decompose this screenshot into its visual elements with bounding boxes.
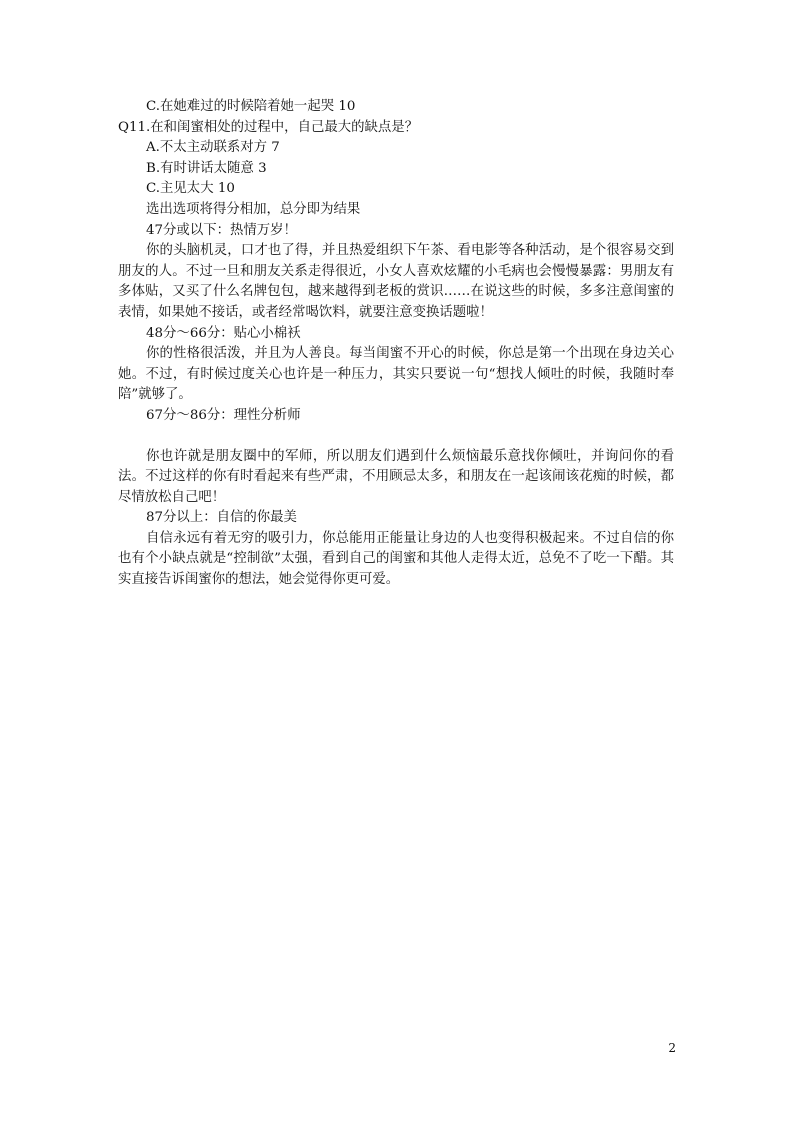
spacer bbox=[118, 427, 674, 447]
q11-option-c: C.主见太大 10 bbox=[146, 181, 235, 197]
q11-option-a: A.不太主动联系对方 7 bbox=[146, 140, 280, 156]
q11-question: Q11.在和闺蜜相处的过程中，自己最大的缺点是？ bbox=[118, 119, 419, 135]
result-body-2: 你的性格很活泼，并且为人善良。每当闺蜜不开心的时候，你总是第一个出现在身边关心她。不过，有时候过度关心也许是一种压力，其实只要说一句“想找人倾吐的时候，我随时奉陪”就够了。 bbox=[118, 346, 674, 403]
result-body-3: 你也许就是朋友圈中的军师，所以朋友们遇到什么烦恼最乐意找你倾吐，并询问你的看法。不过这样的你有时看起来有些严肃，不用顾忌太多，和朋友在一起该闹该花痴的时候，都尽情放松自己吧！ bbox=[118, 448, 674, 505]
result-heading-2: 48分～66分：贴心小棉袄 bbox=[146, 325, 301, 341]
result-heading-4: 87分以上：自信的你最美 bbox=[146, 510, 297, 526]
page-number: 2 bbox=[668, 1041, 676, 1055]
result-heading-1: 47分或以下：热情万岁！ bbox=[146, 222, 297, 238]
q10-option-c: C.在她难过的时候陪着她一起哭 10 bbox=[146, 99, 356, 114]
document-body bbox=[118, 97, 674, 591]
result-body-4: 自信永远有着无穷的吸引力，你总能用正能量让身边的人也变得积极起来。不过自信的你也有个小缺点就是“控制欲”太强，看到自己的闺蜜和其他人走得太近，总免不了吃一下醋。其实直接告诉闺蜜你的想法，她会觉得你更可爱。 bbox=[118, 530, 674, 588]
result-heading-3: 67分～86分：理性分析师 bbox=[146, 407, 301, 423]
q11-option-b: B.有时讲话太随意 3 bbox=[146, 160, 267, 176]
scoring-instruction: 选出选项将得分相加，总分即为结果 bbox=[146, 201, 361, 217]
result-body-1: 你的头脑机灵，口才也了得，并且热爱组织下午茶、看电影等各种活动，是个很容易交到朋友的人。不过一旦和朋友关系走得很近，小女人喜欢炫耀的小毛病也会慢慢暴露：男朋友有多体贴，又买了什么名牌包包，越来越得到老板的赏识……在说这些的时候，多多注意闺蜜的表情，如果她不接话，或者经常喝饮料，就要注意变换话题啦！ bbox=[118, 243, 674, 320]
